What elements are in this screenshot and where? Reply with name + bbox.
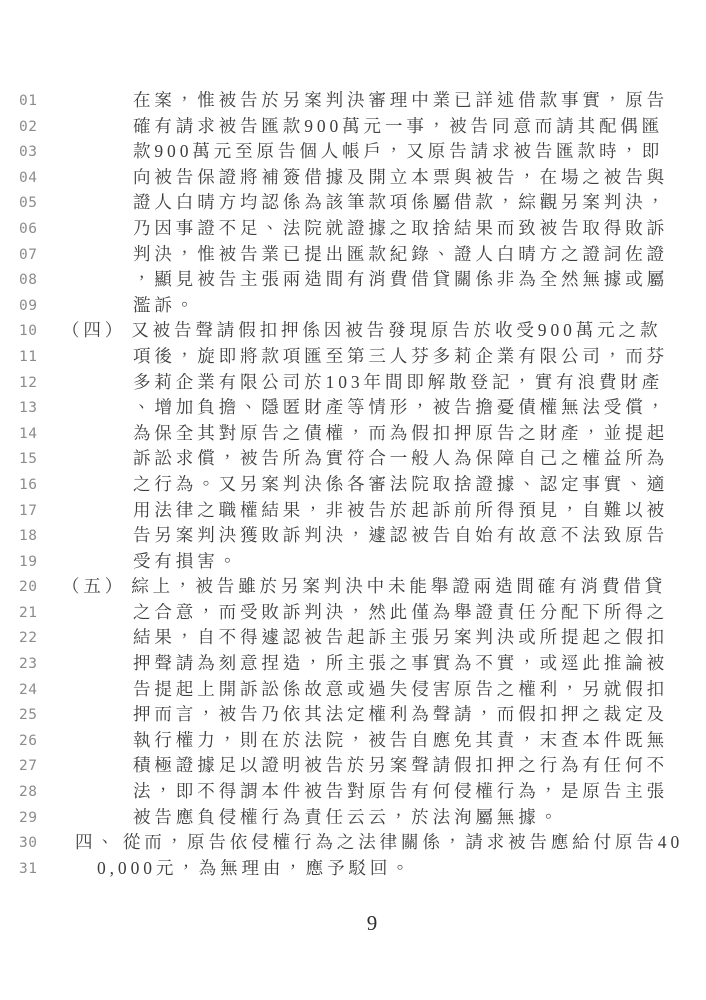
line-number: 01 <box>19 93 38 109</box>
line-number: 12 <box>19 374 38 391</box>
line-text: 執行權力，則在於法院，被告自應免其責，末查本件既無 <box>133 729 668 750</box>
line-text: 款900萬元至原告個人帳戶，又原告請求被告匯款時，即 <box>133 141 664 162</box>
line-text: 訴訟求償，被告所為實符合一般人為保障自己之權益所為 <box>133 448 668 469</box>
document-line <box>0 190 706 216</box>
line-text: 之行為。又另案判決係各審法院取捨證據、認定事實、適 <box>133 473 668 494</box>
line-text: 受有損害。 <box>133 550 240 571</box>
line-text: 押聲請為刻意捏造，所主張之事實為不實，或逕此推論被 <box>133 653 668 674</box>
line-text: 告另案判決獲敗訴判決，遽認被告自始有故意不法致原告 <box>133 525 668 546</box>
document-line <box>0 446 706 472</box>
page-number: 9 <box>366 911 378 935</box>
line-text: 項後，旋即將款項匯至第三人芬多莉企業有限公司，而芬 <box>133 345 668 366</box>
line-text: 向被告保證將補簽借據及開立本票與被告，在場之被告與 <box>133 166 668 187</box>
line-text: 確有請求被告匯款900萬元一事，被告同意而請其配偶匯 <box>133 115 664 136</box>
document-line <box>0 805 706 831</box>
line-text: 法，即不得謂本件被告對原告有何侵權行為，是原告主張 <box>133 781 668 802</box>
line-content <box>133 472 668 498</box>
line-number: 22 <box>19 630 38 647</box>
document-line <box>0 267 706 293</box>
line-content <box>62 318 661 344</box>
document-body <box>0 88 706 881</box>
document-line <box>0 728 706 754</box>
document-line <box>0 139 706 165</box>
line-content <box>62 574 666 600</box>
line-number: 16 <box>19 476 38 493</box>
line-content <box>133 549 240 575</box>
line-text: 告提起上開訴訟係故意或過失侵害原告之權利，另就假扣 <box>133 678 668 699</box>
line-number: 15 <box>19 451 38 468</box>
line-number: 20 <box>19 579 38 596</box>
line-content <box>133 728 668 754</box>
document-line <box>0 344 706 370</box>
line-number: 25 <box>19 707 38 724</box>
document-line <box>0 395 706 421</box>
line-content <box>133 625 668 651</box>
line-number: 19 <box>19 553 38 570</box>
line-number: 13 <box>19 400 38 417</box>
list-marker: （四） <box>62 320 127 341</box>
line-text: 為保全其對原告之債權，而為假扣押原告之財產，並提起 <box>133 422 668 443</box>
line-number: 08 <box>19 272 38 289</box>
line-text: 又被告聲請假扣押係因被告發現原告於收受900萬元之款 <box>131 320 662 341</box>
list-marker: 四、 <box>75 832 118 853</box>
document-line <box>0 856 706 882</box>
line-number: 06 <box>19 220 38 237</box>
document-line <box>0 421 706 447</box>
line-text: 乃因事證不足、法院就證據之取捨結果而致被告取得敗訴 <box>133 217 668 238</box>
line-content <box>133 216 668 242</box>
line-content <box>133 88 668 114</box>
line-text: 之合意，而受敗訴判決，然此僅為舉證責任分配下所得之 <box>133 601 668 622</box>
line-content <box>133 498 668 524</box>
line-number: 29 <box>19 809 38 826</box>
line-number: 11 <box>19 348 38 365</box>
line-number: 26 <box>19 732 38 749</box>
line-text: 濫訴。 <box>133 294 198 315</box>
line-number: 30 <box>19 835 38 852</box>
line-text: 結果，自不得遽認被告起訴主張另案判決或所提起之假扣 <box>133 627 668 648</box>
line-number: 10 <box>19 323 38 340</box>
document-line <box>0 677 706 703</box>
document-line <box>0 830 706 856</box>
document-line <box>0 753 706 779</box>
line-text: 從而，原告依侵權行為之法律關係，請求被告應給付原告40 <box>122 832 684 853</box>
line-content <box>133 446 668 472</box>
document-line <box>0 114 706 140</box>
line-text: 積極證據足以證明被告於另案聲請假扣押之行為有任何不 <box>133 755 668 776</box>
line-number: 28 <box>19 784 38 801</box>
document-line <box>0 702 706 728</box>
line-text: 、增加負擔、隱匿財產等情形，被告擔憂債權無法受償， <box>133 397 668 418</box>
document-line <box>0 779 706 805</box>
line-number: 31 <box>19 860 38 877</box>
line-text: ，顯見被告主張兩造間有消費借貸關係非為全然無據或屬 <box>133 269 668 290</box>
line-number: 23 <box>19 656 38 673</box>
line-text: 0,000元，為無理由，應予駁回。 <box>97 857 413 878</box>
line-content <box>133 165 668 191</box>
line-content <box>133 242 668 268</box>
document-line <box>0 293 706 319</box>
line-content <box>133 702 668 728</box>
document-line <box>0 498 706 524</box>
line-content <box>133 293 197 319</box>
line-content <box>133 523 668 549</box>
line-text: 判決，惟被告業已提出匯款紀錄、證人白晴方之證詞佐證 <box>133 243 668 264</box>
line-number: 04 <box>19 169 38 186</box>
line-content <box>133 651 668 677</box>
line-content <box>133 421 668 447</box>
document-line <box>0 165 706 191</box>
line-content <box>133 805 561 831</box>
line-number: 05 <box>19 195 38 212</box>
line-number: 27 <box>19 758 38 775</box>
line-number: 14 <box>19 425 38 442</box>
line-number: 09 <box>19 297 38 314</box>
line-content <box>133 370 663 396</box>
line-number: 24 <box>19 681 38 698</box>
document-line <box>0 549 706 575</box>
line-content <box>97 856 413 882</box>
line-number: 02 <box>19 118 38 135</box>
line-text: 綜上，被告雖於另案判決中未能舉證兩造間確有消費借貸 <box>131 576 667 597</box>
line-content <box>133 267 668 293</box>
line-text: 用法律之職權結果，非被告於起訴前所得預見，自難以被 <box>133 499 668 520</box>
document-line <box>0 242 706 268</box>
document-line <box>0 523 706 549</box>
line-number: 17 <box>19 502 38 519</box>
document-line <box>0 625 706 651</box>
line-content <box>133 344 668 370</box>
document-line <box>0 88 706 114</box>
document-line <box>0 216 706 242</box>
document-line <box>0 651 706 677</box>
line-number: 03 <box>19 144 38 161</box>
line-content <box>75 830 683 856</box>
line-number: 07 <box>19 246 38 263</box>
line-text: 證人白晴方均認係為該筆款項係屬借款，綜觀另案判決， <box>133 192 668 213</box>
list-marker: （五） <box>62 576 127 597</box>
line-text: 被告應負侵權行為責任云云，於法洵屬無據。 <box>133 806 561 827</box>
line-content <box>133 677 668 703</box>
line-number: 18 <box>19 528 38 545</box>
line-content <box>133 395 668 421</box>
document-line <box>0 472 706 498</box>
document-line <box>0 574 706 600</box>
line-text: 多莉企業有限公司於103年間即解散登記，實有浪費財產 <box>133 371 664 392</box>
line-content <box>133 139 663 165</box>
line-content <box>133 190 668 216</box>
line-text: 在案，惟被告於另案判決審理中業已詳述借款事實，原告 <box>133 90 668 110</box>
line-content <box>133 779 668 805</box>
line-content <box>133 753 668 779</box>
document-line <box>0 370 706 396</box>
document-line <box>0 318 706 344</box>
line-number: 21 <box>19 604 38 621</box>
document-line <box>0 600 706 626</box>
line-text: 押而言，被告乃依其法定權利為聲請，而假扣押之裁定及 <box>133 704 668 725</box>
line-content <box>133 600 668 626</box>
line-content <box>133 114 663 140</box>
